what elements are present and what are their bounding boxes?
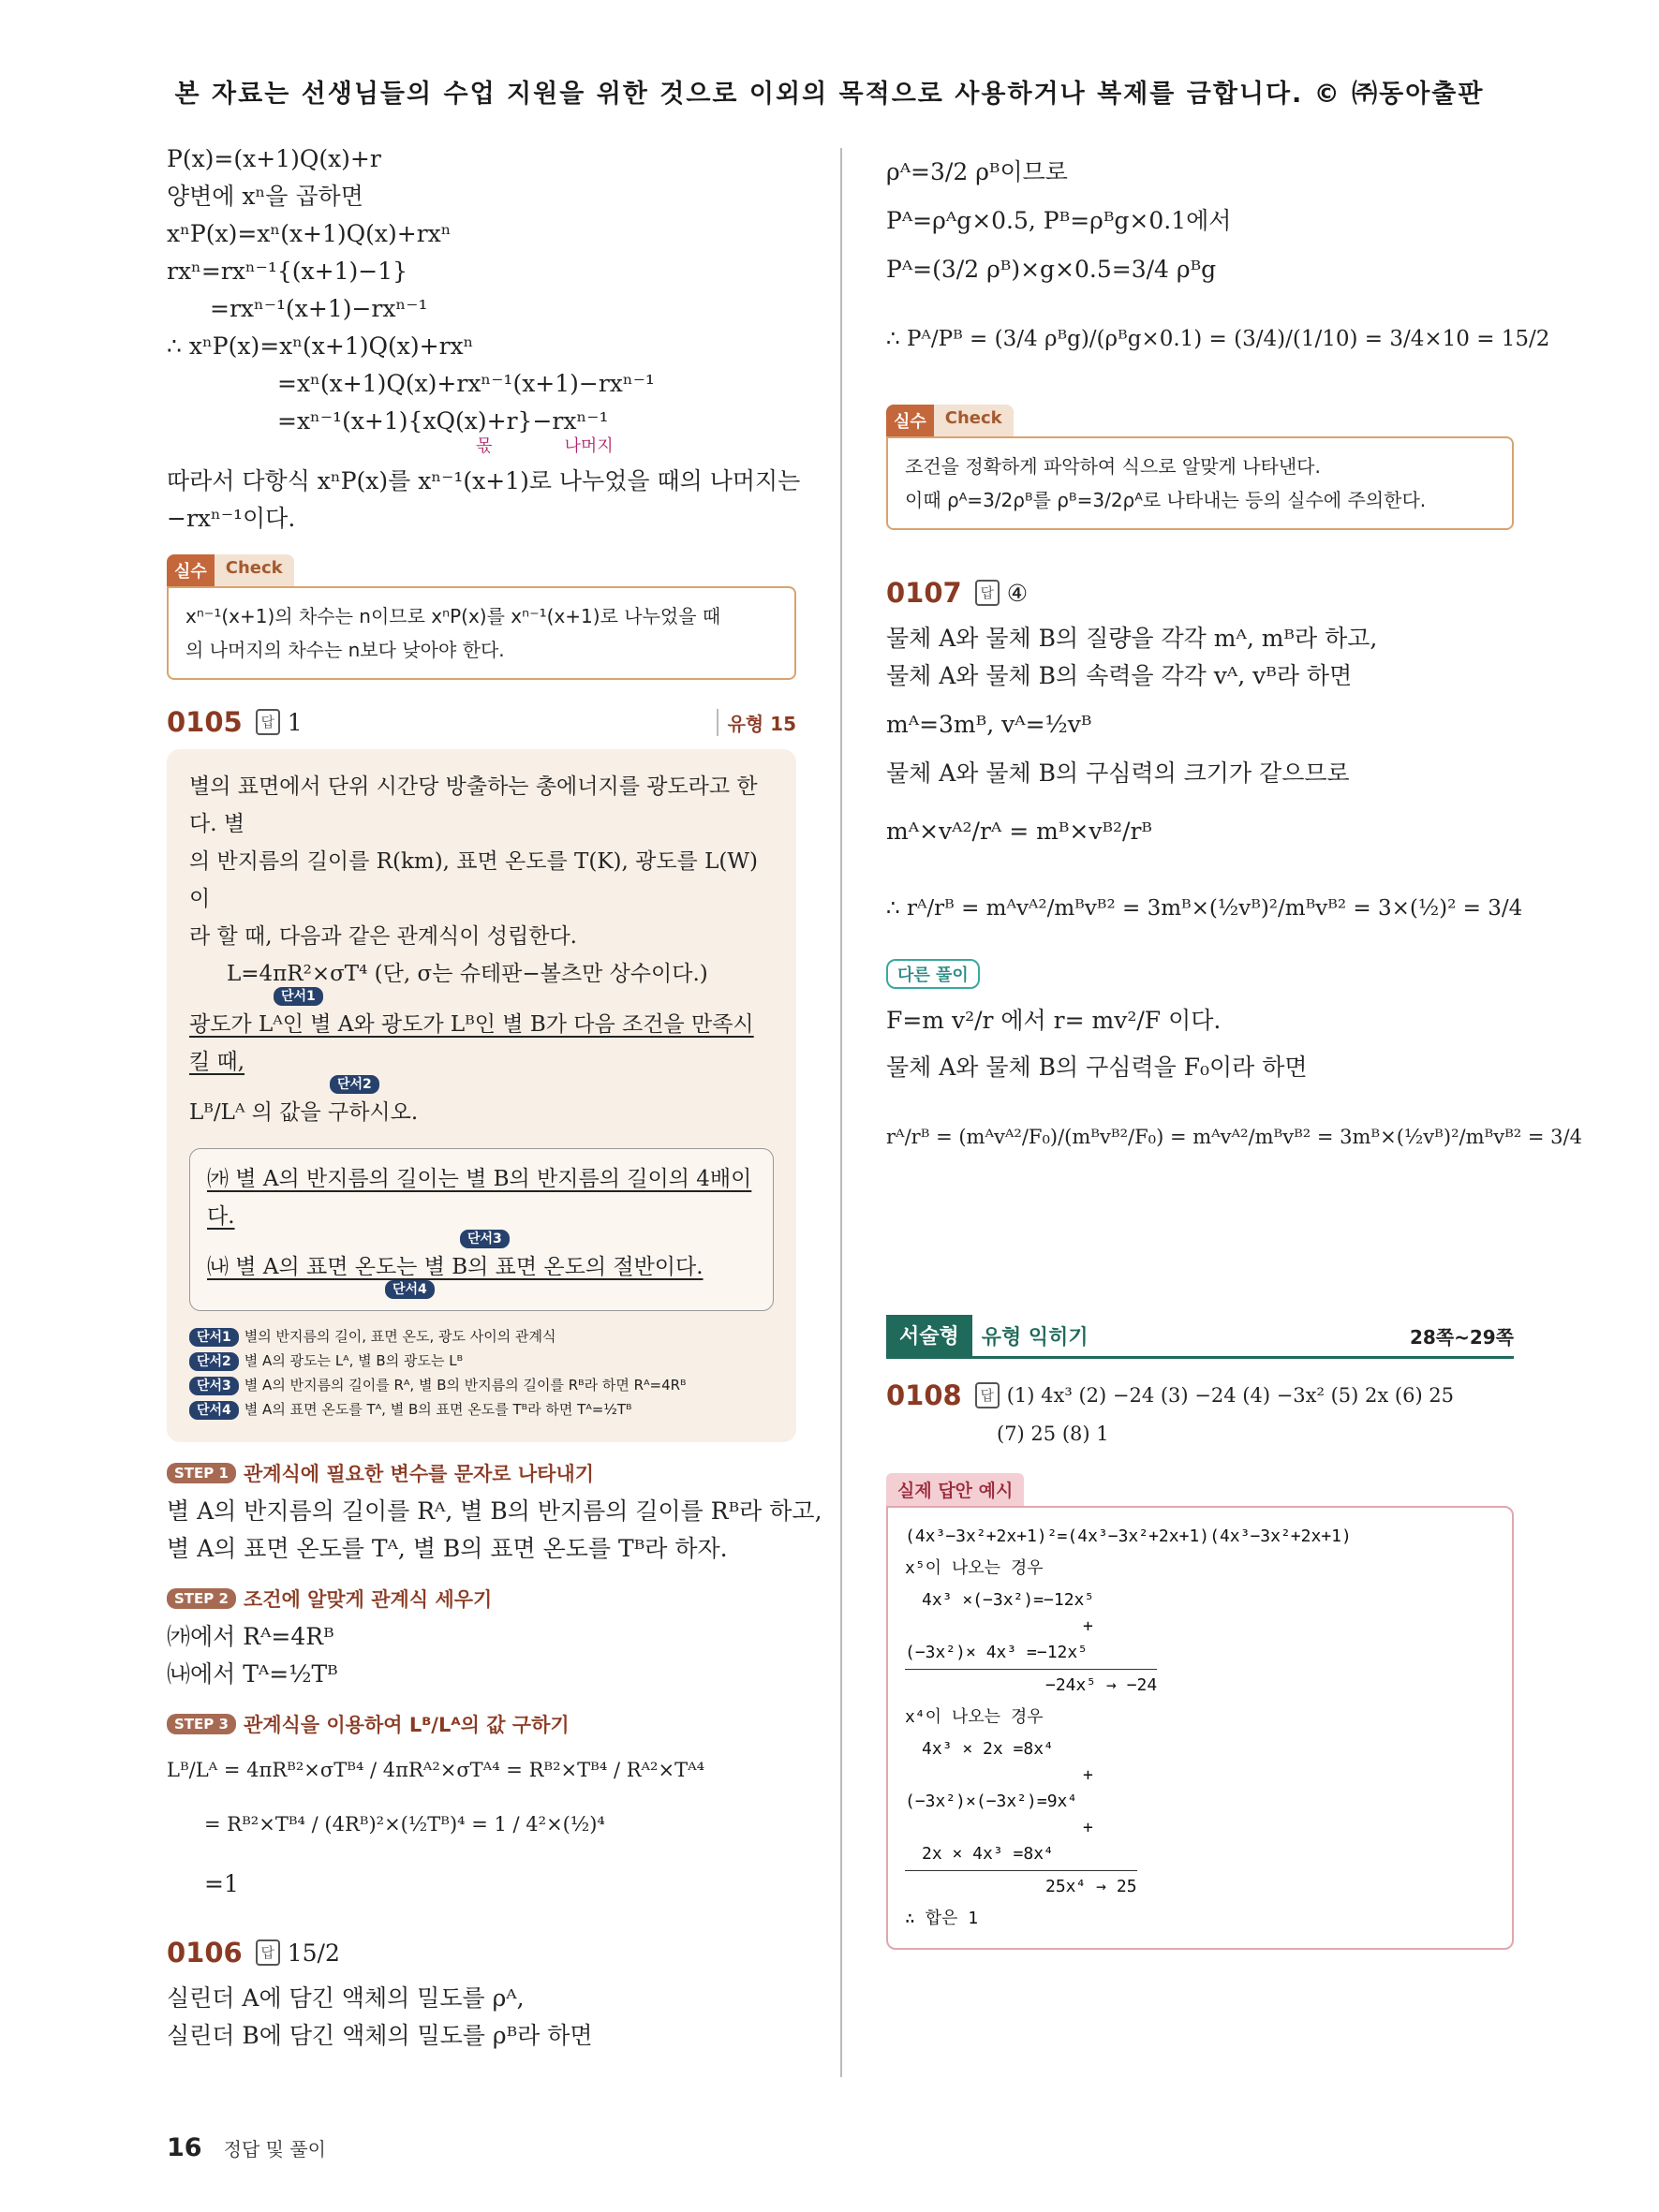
hint-badge: 단서1 [189,1328,239,1347]
step-badge: STEP 2 [167,1588,236,1609]
question-box [167,749,796,1442]
handwritten-line: (4x³−3x²+2x+1)²=(4x³−3x²+2x+1)(4x³−3x²+2x+1) [905,1526,1352,1546]
question-formula: L=4πR²×σT⁴ (단, σ는 슈테판−볼츠만 상수이다.) [227,962,708,986]
hint-text: 별의 반지름의 길이, 표면 온도, 광도 사이의 관계식 [244,1328,556,1345]
hint-text: 별 A의 표면 온도를 Tᴬ, 별 B의 표면 온도를 Tᴮ라 하면 Tᴬ=½Tᴮ [244,1401,632,1418]
hint-badge: 단서1 [274,987,323,1006]
handwritten-line: 4x³ × 2x =8x⁴ [922,1739,1054,1759]
step-heading [167,1710,796,1738]
answer-icon: 답 [256,1939,280,1966]
handwritten-line: + [1083,1818,1093,1837]
step-badge: STEP 3 [167,1714,236,1734]
hint-badge: 단서4 [189,1401,239,1420]
handwritten-line: 4x³ ×(−3x²)=−12x⁵ [922,1590,1095,1610]
math-line: 양변에 xⁿ을 곱하면 [167,183,363,210]
question-line: 의 반지름의 길이를 R(km), 표면 온도를 T(K), 광도를 L(W)이 [189,849,758,911]
question-line: Lᴮ/Lᴬ 의 값을 구하시오. [189,1100,419,1125]
handwritten-line: 25x⁴ → 25 [905,1870,1137,1903]
check-tag [167,554,294,586]
solution-line: 실린더 B에 담긴 액체의 밀도를 ρᴮ라 하면 [167,2022,593,2049]
footer-title: 정답 및 풀이 [223,2138,326,2160]
check-tag-label: 실수 [886,405,934,436]
math-line: Pᴬ=ρᴬg×0.5, Pᴮ=ρᴮg×0.1에서 [886,207,1232,234]
solution-line: rᴬ/rᴮ = (mᴬvᴬ²/F₀)/(mᴮvᴮ²/F₀) = mᴬvᴬ²/mᴮvᴮ² = 3mᴮ×(½vᴮ)²/mᴮvᴮ² = 3/4 [886,1126,1582,1148]
handwritten-line: (−3x²)×(−3x²)=9x⁴ [905,1792,1078,1811]
math-line: ∴ Pᴬ/Pᴮ = (3/4 ρᴮg)/(ρᴮg×0.1) = (3/4)/(1/10) = 3/4×10 = 15/2 [886,327,1550,351]
check-line: xⁿ⁻¹(x+1)의 차수는 n이므로 xⁿP(x)를 xⁿ⁻¹(x+1)로 나누었을 때 [185,605,721,627]
page-number: 16 [167,2133,202,2162]
answer-value: (1) 4x³ (2) −24 (3) −24 (4) −3x² (5) 2x (6) 25 [1006,1384,1455,1407]
condition-box [189,1148,774,1311]
alt-solution-tag: 다른 풀이 [886,959,980,989]
check-line: 조건을 정확하게 파악하여 식으로 알맞게 나타낸다. [905,455,1321,478]
solution-line: 물체 A와 물체 B의 구심력의 크기가 같으므로 [886,759,1350,787]
check-tag-label: Check [934,405,1014,436]
hint-badge: 단서2 [330,1075,379,1094]
handwritten-line: + [1083,1616,1093,1636]
quotient-label: 몫 [476,436,493,456]
step-title: 관계식을 이용하여 Lᴮ/Lᴬ의 값 구하기 [243,1714,570,1736]
remainder-label: 나머지 [564,436,614,456]
section-pages: 28쪽~29쪽 [1409,1325,1514,1349]
hint-badge: 단서4 [385,1280,435,1299]
math-line: Pᴬ=(3/2 ρᴮ)×g×0.5=3/4 ρᴮg [886,256,1217,283]
answer-icon: 답 [975,1382,1000,1408]
step-title: 관계식에 필요한 변수를 문자로 나타내기 [243,1463,595,1485]
copyright-banner: 본 자료는 선생님들의 수업 지원을 위한 것으로 이외의 목적으로 사용하거나 복제를 금합니다. © ㈜동아출판 [174,80,1485,109]
check-content [886,436,1514,530]
section-header [886,1315,1514,1359]
step-heading [167,1585,796,1613]
math-line: P(x)=(x+1)Q(x)+r [167,145,381,172]
math-line: =xⁿ⁻¹(x+1){xQ(x)+r}−rxⁿ⁻¹ [277,407,609,435]
check-line: 이때 ρᴬ=3/2ρᴮ를 ρᴮ=3/2ρᴬ로 나타내는 등의 실수에 주의한다. [905,489,1427,511]
condition-line: ㈎ 별 A의 반지름의 길이는 별 B의 반지름의 길이의 4배이다. [207,1167,752,1229]
section-name: 서술형 [886,1315,972,1356]
handwritten-line: x⁵이 나오는 경우 [905,1558,1044,1578]
answer-value: 15/2 [287,1939,340,1967]
step-badge: STEP 1 [167,1463,236,1483]
solution-line: 물체 A와 물체 B의 속력을 각각 vᴬ, vᴮ라 하면 [886,662,1353,689]
math-line: ∴ xⁿP(x)=xⁿ(x+1)Q(x)+rxⁿ [167,332,474,360]
check-tag-label: 실수 [167,554,215,586]
math-line: =rxⁿ⁻¹(x+1)−rxⁿ⁻¹ [210,295,428,322]
hint-text: 별 A의 반지름의 길이를 Rᴬ, 별 B의 반지름의 길이를 Rᴮ라 하면 Rᴬ=4Rᴮ [244,1377,687,1394]
handwritten-line: + [1083,1765,1093,1785]
check-tag [886,405,1014,436]
step-line: ㈎에서 Rᴬ=4Rᴮ [167,1623,334,1650]
step-line: Lᴮ/Lᴬ = 4πRᴮ²×σTᴮ⁴ / 4πRᴬ²×σTᴬ⁴ = Rᴮ²×Tᴮ⁴ / Rᴬ²×Tᴬ⁴ [167,1759,705,1781]
question-line: 라 할 때, 다음과 같은 관계식이 성립한다. [189,924,577,949]
question-line: 광도가 Lᴬ인 별 A와 광도가 Lᴮ인 별 B가 다음 조건을 만족시킬 때, [189,1012,754,1074]
page-footer [167,2133,326,2162]
solution-line: ∴ rᴬ/rᴮ = mᴬvᴬ²/mᴮvᴮ² = 3mᴮ×(½vᴮ)²/mᴮvᴮ² = 3×(½)² = 3/4 [886,896,1523,921]
condition-line: ㈏ 별 A의 표면 온도는 별 B의 표면 온도의 절반이다. [207,1255,704,1279]
answer-value: (7) 25 (8) 1 [997,1423,1109,1445]
check-line: 의 나머지의 차수는 n보다 낮아야 한다. [185,639,505,661]
question-line: 별의 표면에서 단위 시간당 방출하는 총에너지를 광도라고 한다. 별 [189,774,758,836]
problem-number: 0108 [886,1379,962,1411]
solution-line: 물체 A와 물체 B의 구심력을 F₀이라 하면 [886,1054,1308,1081]
solution-line: 물체 A와 물체 B의 질량을 각각 mᴬ, mᴮ라 하고, [886,625,1378,652]
handwritten-line: ∴ 합은 1 [905,1909,979,1928]
answer-value: 1 [287,708,303,736]
hint-badge: 단서2 [189,1352,239,1371]
problem-header [886,1379,1514,1411]
step-line: = Rᴮ²×Tᴮ⁴ / (4Rᴮ)²×(½Tᴮ)⁴ = 1 / 4²×(½)⁴ [204,1813,605,1836]
right-column [886,140,1582,1950]
problem-header [167,706,796,738]
step-line: =1 [204,1870,239,1897]
handwritten-line: −24x⁵ → −24 [905,1669,1157,1702]
column-divider [840,148,842,2077]
problem-number: 0107 [886,577,962,609]
hint-list [189,1324,774,1422]
step-heading [167,1459,796,1487]
problem-header [886,577,1514,609]
math-line: xⁿP(x)=xⁿ(x+1)Q(x)+rxⁿ [167,220,452,247]
handwritten-line: 2x × 4x³ =8x⁴ [922,1844,1054,1864]
answer-icon: 답 [256,709,280,735]
mistake-check-box [886,405,1514,530]
hint-text: 별 A의 광도는 Lᴬ, 별 B의 광도는 Lᴮ [244,1352,464,1369]
solution-line: F=m v²/r 에서 r= mv²/F 이다. [886,1007,1222,1034]
hint-badge: 단서3 [189,1377,239,1395]
check-content [167,586,796,680]
step-line: ㈏에서 Tᴬ=½Tᴮ [167,1660,338,1688]
real-answer-box [886,1506,1514,1950]
step-title: 조건에 알맞게 관계식 세우기 [243,1588,493,1611]
problem-number: 0106 [167,1937,243,1969]
mistake-check-box [167,554,796,680]
math-line: rxⁿ=rxⁿ⁻¹{(x+1)−1} [167,258,408,285]
check-tag-label: Check [215,554,294,586]
solution-line: mᴬ=3mᴮ, vᴬ=½vᴮ [886,711,1092,738]
type-tag: 유형 15 [717,709,796,736]
math-line: =xⁿ(x+1)Q(x)+rxⁿ⁻¹(x+1)−rxⁿ⁻¹ [277,370,655,397]
handwritten-line: x⁴이 나오는 경우 [905,1707,1044,1727]
answer-icon: 답 [975,580,1000,606]
real-answer-tag: 실제 답안 예시 [886,1473,1024,1506]
math-line: ρᴬ=3/2 ρᴮ이므로 [886,158,1068,185]
problem-header [167,1937,796,1969]
section-title: 유형 익히기 [981,1325,1089,1349]
left-column [167,140,822,2055]
hint-badge: 단서3 [460,1230,510,1248]
solution-line: mᴬ×vᴬ²/rᴬ = mᴮ×vᴮ²/rᴮ [886,818,1152,845]
conclusion-line: −rxⁿ⁻¹이다. [167,505,296,532]
step-line: 별 A의 반지름의 길이를 Rᴬ, 별 B의 반지름의 길이를 Rᴮ라 하고, [167,1497,822,1525]
conclusion-line: 따라서 다항식 xⁿP(x)를 xⁿ⁻¹(x+1)로 나누었을 때의 나머지는 [167,467,801,494]
problem-number: 0105 [167,706,243,738]
solution-line: 실린더 A에 담긴 액체의 밀도를 ρᴬ, [167,1984,525,2012]
step-line: 별 A의 표면 온도를 Tᴬ, 별 B의 표면 온도를 Tᴮ라 하자. [167,1535,728,1562]
answer-value: ④ [1006,579,1029,607]
handwritten-line: (−3x²)× 4x³ =−12x⁵ [905,1643,1089,1662]
